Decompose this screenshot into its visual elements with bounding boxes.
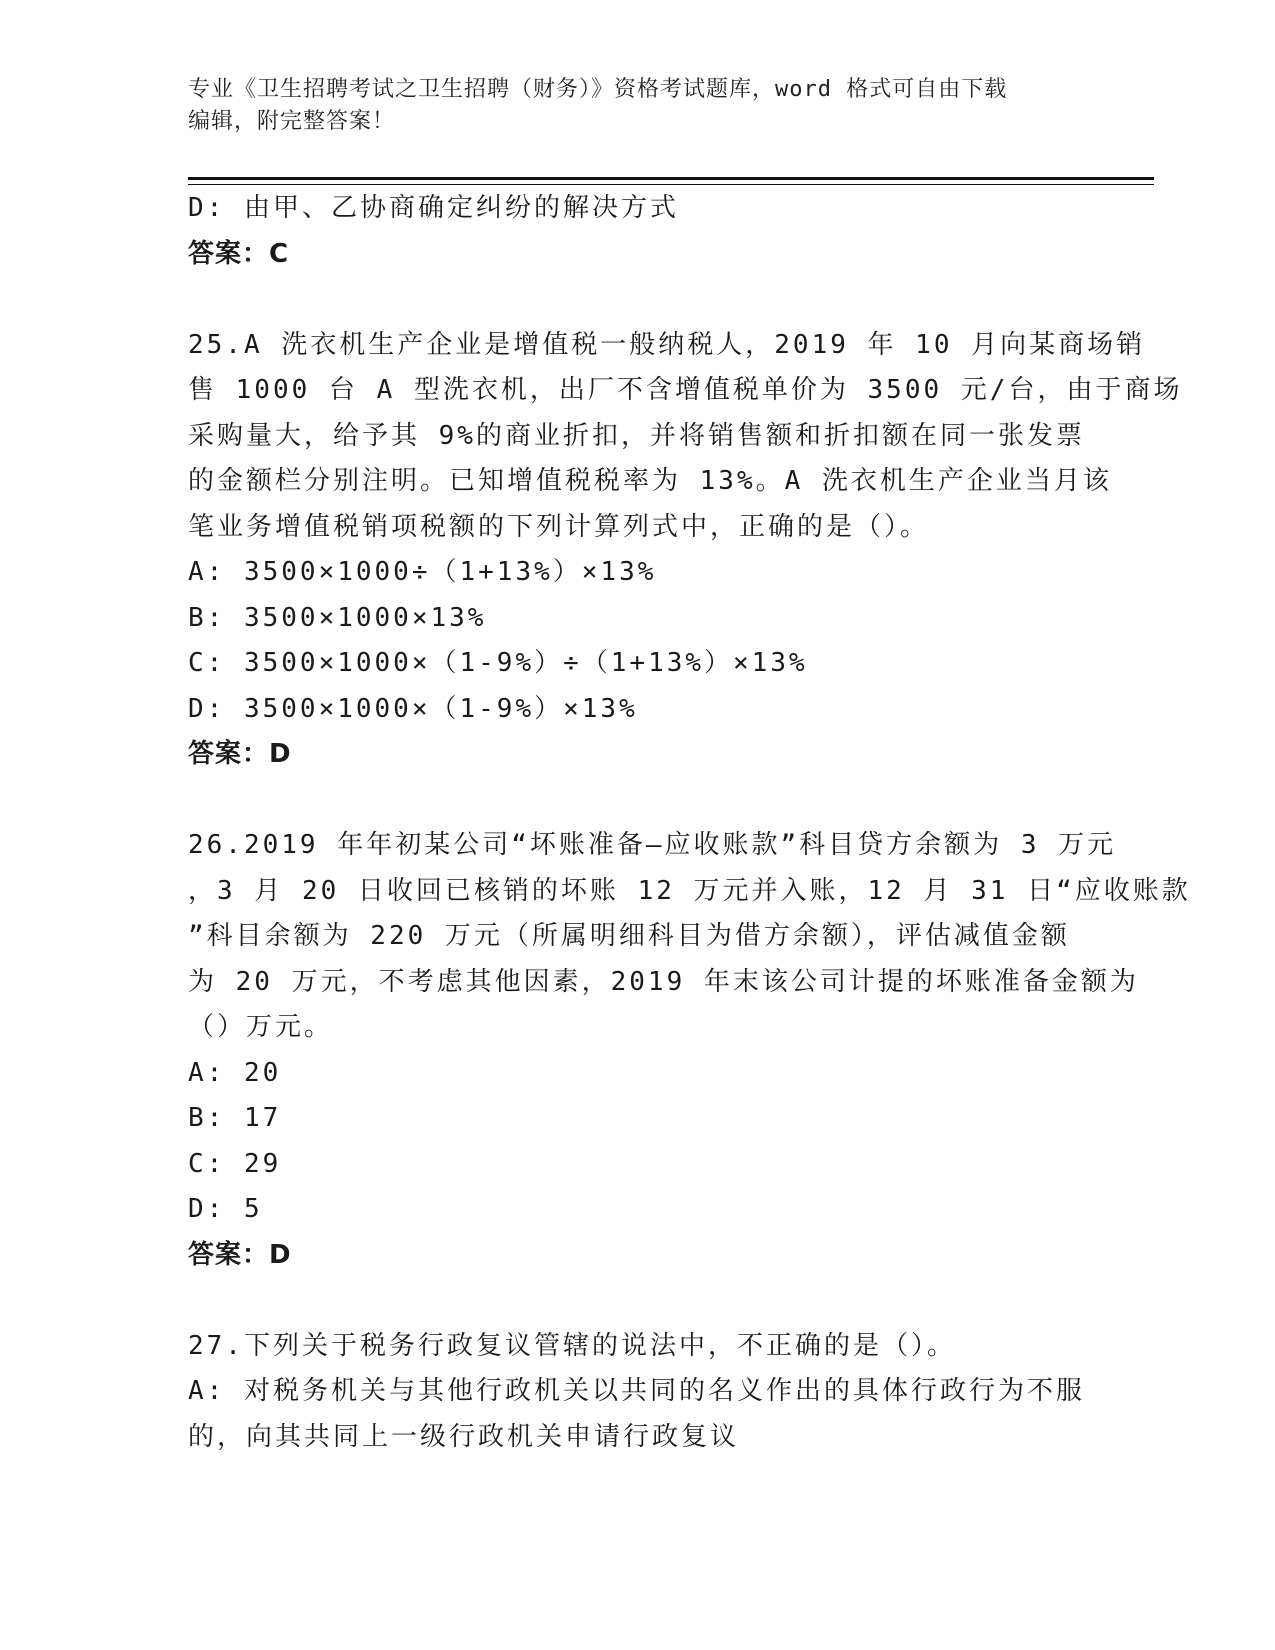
option-d: D: 由甲、乙协商确定纠纷的解决方式 bbox=[188, 193, 679, 223]
question-stem-line: ，3 月 20 日收回已核销的坏账 12 万元并入账，12 月 31 日“应收账款 bbox=[188, 875, 1191, 906]
page-header bbox=[188, 74, 1088, 138]
question-25 bbox=[188, 323, 1183, 778]
question-stem-line: 售 1000 台 A 型洗衣机，出厂不含增值税单价为 3500 元/台，由于商场 bbox=[188, 375, 1183, 405]
question-stem-line: ”科目余额为 220 万元（所属明细科目为借方余额），评估减值金额 bbox=[188, 921, 1070, 951]
question-stem-line: 为 20 万元，不考虑其他因素，2019 年末该公司计提的坏账准备金额为 bbox=[188, 966, 1139, 997]
option-b: B: 17 bbox=[188, 1103, 282, 1133]
question-26 bbox=[188, 823, 1191, 1278]
header-title-line-2: 编辑，附完整答案！ bbox=[188, 109, 396, 134]
option-a: A: 20 bbox=[188, 1057, 282, 1088]
option-d: D: 5 bbox=[188, 1194, 263, 1224]
question-stem-line: 26.2019 年年初某公司“坏账准备—应收账款”科目贷方余额为 3 万元 bbox=[188, 830, 1117, 860]
spacer bbox=[188, 778, 1088, 824]
answer-line: 答案：D bbox=[188, 1239, 292, 1270]
option-c: C: 29 bbox=[188, 1148, 282, 1179]
option-d: D: 3500×1000×（1-9%）×13% bbox=[188, 693, 638, 724]
question-stem-line: （）万元。 bbox=[188, 1012, 334, 1042]
question-list bbox=[188, 186, 1191, 1460]
header-divider-thick bbox=[188, 177, 1154, 180]
question-stem-line: 27.下列关于税务行政复议管辖的说法中，不正确的是（）。 bbox=[188, 1330, 956, 1361]
question-stem-line: 采购量大，给予其 9%的商业折扣，并将销售额和折扣额在同一张发票 bbox=[188, 420, 1085, 451]
spacer bbox=[188, 1278, 1088, 1324]
option-a: A: 对税务机关与其他行政机关以共同的名义作出的具体行政行为不服 bbox=[188, 1376, 1085, 1406]
question-27 bbox=[188, 1324, 1088, 1461]
option-c: C: 3500×1000×（1-9%）÷（1+13%）×13% bbox=[188, 648, 808, 678]
spacer bbox=[188, 277, 1088, 323]
answer-line: 答案：D bbox=[188, 739, 292, 769]
option-b: B: 3500×1000×13% bbox=[188, 602, 487, 633]
question-stem-line: 的金额栏分别注明。已知增值税税率为 13%。A 洗衣机生产企业当月该 bbox=[188, 466, 1112, 496]
answer-line: 答案：C bbox=[188, 238, 290, 269]
header-title-line-1: 专业《卫生招聘考试之卫生招聘（财务）》资格考试题库，word 格式可自由下载 bbox=[188, 77, 1008, 102]
option-a-continued: 的，向其共同上一级行政机关申请行政复议 bbox=[188, 1421, 740, 1452]
header-divider-thin bbox=[188, 184, 1154, 185]
question-stem-line: 笔业务增值税销项税额的下列计算列式中，正确的是（）。 bbox=[188, 511, 930, 542]
option-a: A: 3500×1000÷（1+13%）×13% bbox=[188, 557, 657, 587]
previous-question-tail bbox=[188, 186, 1088, 277]
question-stem-line: 25.A 洗衣机生产企业是增值税一般纳税人，2019 年 10 月向某商场销 bbox=[188, 329, 1146, 360]
